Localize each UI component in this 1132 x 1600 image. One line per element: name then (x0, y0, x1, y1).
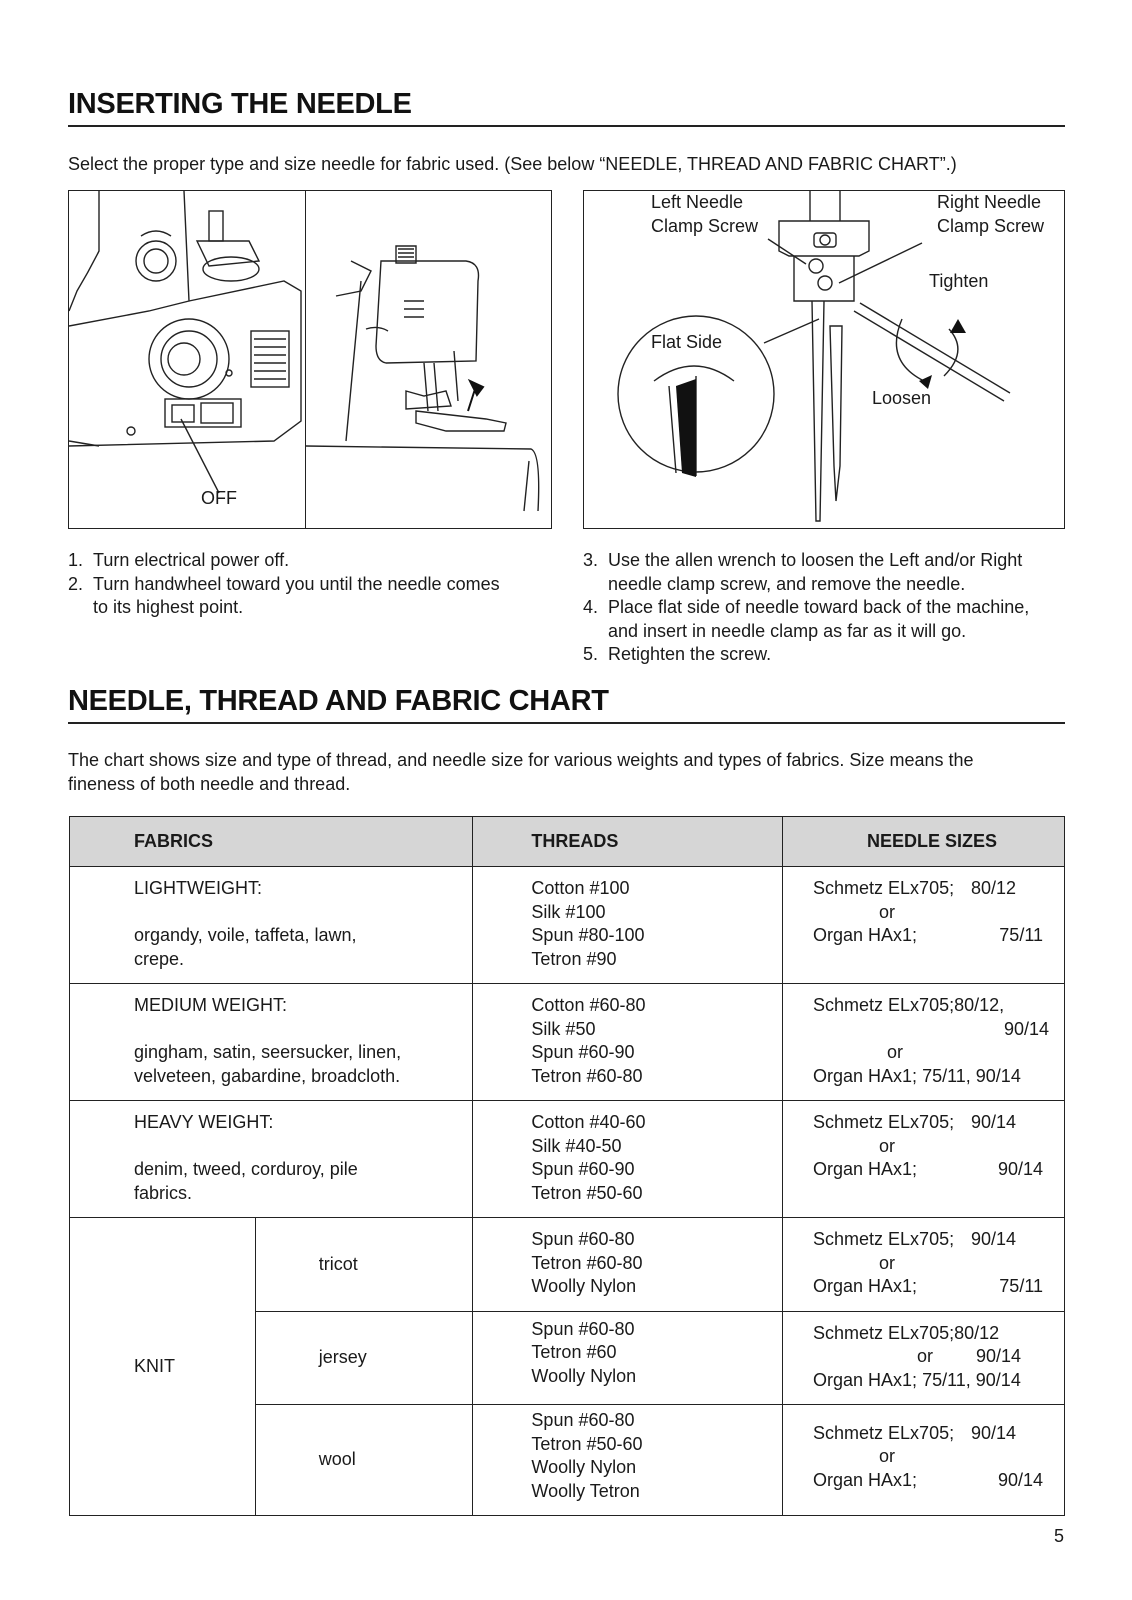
header-fabrics: FABRICS (70, 817, 473, 867)
label-off: OFF (201, 488, 237, 508)
step-item: 1. Turn electrical power off. (68, 550, 290, 570)
label-left-needle: Left Needle (651, 192, 744, 212)
table-row: wool Spun #60-80 Tetron #50-60 Woolly Nylon Woolly Tetron Schmetz ELx705; 90/14 or Organ HAx1; 90/14 (70, 1405, 1065, 1516)
label-loosen: Loosen (872, 388, 932, 408)
section-title-chart: NEEDLE, THREAD AND FABRIC CHART (68, 685, 609, 717)
page-number: 5 (1053, 1526, 1064, 1546)
header-needles: NEEDLE SIZES (783, 817, 1065, 867)
figure-power-switch (68, 190, 307, 529)
table-row: HEAVY WEIGHT: denim, tweed, corduroy, pile fabrics. Cotton #40-60 Silk #40-50 Spun #60-90 Tetron #50-60 Schmetz ELx705; 90/14 or Organ HAx1; 90/14 (70, 1101, 1065, 1218)
step-item: 4. Place flat side of needle toward back of the machine, and insert in needle clamp as far as it will go. (583, 597, 1030, 641)
label-right-clamp-screw: Clamp Screw (937, 216, 1045, 236)
step-item: 3. Use the allen wrench to loosen the Left and/or Right needle clamp screw, and remove the needle. (583, 550, 1023, 594)
section-rule (68, 722, 1065, 724)
section-title-inserting-needle: INSERTING THE NEEDLE (68, 88, 412, 120)
table-header-row (70, 817, 1065, 867)
chart-intro: The chart shows size and type of thread, and needle size for various weights and types of fabrics. Size means the fineness of both needle and thread. (68, 750, 974, 794)
label-flat-side: Flat Side (651, 332, 723, 352)
label-tighten: Tighten (929, 271, 989, 291)
step-item: 5. Retighten the screw. (583, 644, 772, 664)
figure-needle-up (305, 190, 552, 529)
table-row: MEDIUM WEIGHT: gingham, satin, seersucker, linen, velveteen, gabardine, broadcloth. Cotton #60-80 Silk #50 Spun #60-90 Tetron #60-80 Schmetz ELx705;80/12, 90/14 or Organ HAx1; 75/11, 90/14 (70, 984, 1065, 1101)
label-right-needle: Right Needle (937, 192, 1042, 212)
knit-label: KNIT (134, 1355, 176, 1376)
steps-left (68, 549, 548, 620)
intro-text: Select the proper type and size needle for fabric used. (See below “NEEDLE, THREAD AND FABRIC CHART”.) (68, 154, 957, 174)
label-left-clamp-screw: Clamp Screw (651, 216, 759, 236)
step-item: 2. Turn handwheel toward you until the needle comes to its highest point. (68, 573, 500, 617)
section-rule (68, 125, 1065, 127)
table-row: KNIT tricot Spun #60-80 Tetron #60-80 Woolly Nylon Schmetz ELx705; 90/14 or Organ HAx1; 75/11 (70, 1218, 1065, 1312)
needle-clamp-illustration (584, 191, 1066, 530)
table-row: jersey Spun #60-80 Tetron #60 Woolly Nylon Schmetz ELx705;80/12 or 90/14 Organ HAx1; 75/11, 90/14 (70, 1311, 1065, 1405)
table-row: LIGHTWEIGHT: organdy, voile, taffeta, lawn, crepe. Cotton #100 Silk #100 Spun #80-100 Tetron #90 Schmetz ELx705; 80/12 or Organ HAx1; 75/11 (70, 867, 1065, 984)
steps-right (583, 549, 1073, 667)
machine-side-illustration (69, 191, 308, 530)
figure-needle-clamp (583, 190, 1065, 529)
header-threads: THREADS (473, 817, 783, 867)
presser-foot-illustration (306, 191, 553, 530)
needle-thread-fabric-table (69, 816, 1065, 1516)
